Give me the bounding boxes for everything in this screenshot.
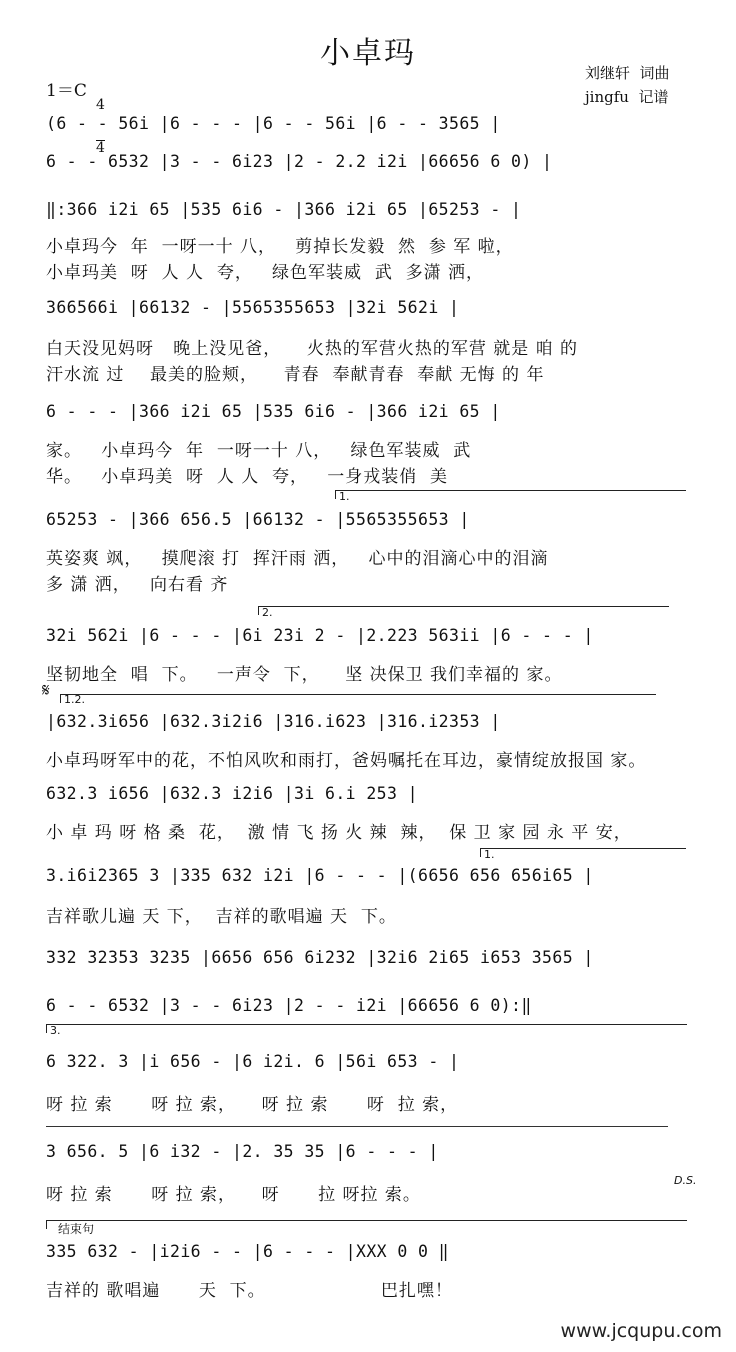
lyric-line: 吉祥的 歌唱遍 天 下。 巴扎嘿！ — [46, 1281, 453, 1301]
lyric-line: 坚韧地全 唱 下。 一声令 下， 坚 决保卫 我们幸福的 家。 — [46, 665, 563, 685]
lyric-line: 小卓玛呀军中的花，不怕风吹和雨打，爸妈嘱托在耳边，豪情绽放报国 家。 — [46, 751, 647, 771]
ending-label: 结束句 — [58, 1222, 95, 1236]
lyric-line: 多 潇 洒， 向右看 齐 — [46, 575, 229, 595]
volta-bracket — [258, 606, 669, 615]
music-line: 332 32353 3235 |6656 656 6i232 |32i6 2i65 i653 3565 | — [46, 948, 594, 967]
credit-composer: 刘继轩 词曲 — [585, 64, 670, 82]
music-line: 6 322. 3 |i 656 - |6 i2i. 6 |56i 653 - | — [46, 1052, 460, 1071]
key-signature: 1＝C — [46, 81, 87, 101]
music-line: 3.i6i2365 3 |335 632 i2i |6 - - - |(6656 656 656i65 | — [46, 866, 594, 885]
volta-2-label: 2. — [262, 606, 273, 619]
music-line: |632.3i656 |632.3i2i6 |316.i623 |316.i2353 | — [46, 712, 501, 731]
phrase-line — [46, 1126, 668, 1127]
volta-bracket — [60, 694, 656, 703]
meter-top: 4 — [96, 97, 105, 113]
lyric-line: 小 卓 玛 呀 格 桑 花， 激 情 飞 扬 火 辣 辣， 保 卫 家 园 永 平 安， — [46, 823, 632, 843]
lyric-line: 小卓玛今 年 一呀一十 八， 剪掉长发毅 然 参 军 啦， — [46, 237, 514, 257]
music-line: 6 - - 6532 |3 - - 6i23 |2 - 2.2 i2i |66656 6 0) | — [46, 152, 553, 171]
lyric-line: 吉祥歌儿遍 天 下， 吉祥的歌唱遍 天 下。 — [46, 907, 397, 927]
volta-1b-label: 1. — [484, 848, 495, 861]
lyric-line: 汗水流 过 最美的脸颊， 青春 奉献青春 奉献 无悔 的 年 — [46, 365, 545, 385]
music-line: 6 - - - |366 i2i 65 |535 6i6 - |366 i2i 65 | — [46, 402, 501, 421]
segno-sign: 𝄋 — [42, 680, 50, 701]
lyric-line: 家。 小卓玛今 年 一呀一十 八， 绿色军装威 武 — [46, 441, 472, 461]
music-line: (6 - - 56i |6 - - - |6 - - 56i |6 - - 3565 | — [46, 114, 501, 133]
music-line: 366566i |66132 - |5565355653 |32i 562i | — [46, 298, 460, 317]
ds-marking: D.S. — [674, 1174, 697, 1187]
music-line: 65253 - |366 656.5 |66132 - |5565355653 | — [46, 510, 470, 529]
music-line: 32i 562i |6 - - - |6i 23i 2 - |2.223 563ii |6 - - - | — [46, 626, 594, 645]
credit-notator: jingfu 记谱 — [585, 88, 669, 106]
lyric-line: 英姿爽 飒， 摸爬滚 打 挥汗雨 洒， 心中的泪滴心中的泪滴 — [46, 549, 549, 569]
music-line: 335 632 - |i2i6 - - |6 - - - |XXX 0 0 ‖ — [46, 1242, 450, 1261]
lyric-line: 白天没见妈呀 晚上没见爸， 火热的军营火热的军营 就是 咱 的 — [46, 339, 579, 359]
lyric-line: 呀 拉 索 呀 拉 索， 呀 拉 索 呀 拉 索， — [46, 1095, 459, 1115]
lyric-line: 小卓玛美 呀 人 人 夸， 绿色军装威 武 多潇 洒， — [46, 263, 485, 283]
volta-bracket — [46, 1024, 687, 1033]
volta-bracket — [480, 848, 686, 857]
music-line: 6 - - 6532 |3 - - 6i23 |2 - - i2i |66656 6 0):‖ — [46, 996, 532, 1015]
music-line: ‖:366 i2i 65 |535 6i6 - |366 i2i 65 |65253 - | — [46, 200, 522, 219]
music-line: 3 656. 5 |6 i32 - |2. 35 35 |6 - - - | — [46, 1142, 439, 1161]
lyric-line: 呀 拉 索 呀 拉 索， 呀 拉 呀拉 索。 — [46, 1185, 421, 1205]
site-watermark: www.jcqupu.com — [560, 1320, 722, 1342]
volta-3-label: 3. — [50, 1024, 61, 1037]
ending-bracket — [46, 1220, 687, 1229]
volta-1-label: 1. — [339, 490, 350, 503]
meter-bottom: 4 — [96, 140, 105, 156]
music-line: 632.3 i656 |632.3 i2i6 |3i 6.i 253 | — [46, 784, 419, 803]
lyric-line: 华。 小卓玛美 呀 人 人 夸， 一身戎装俏 美 — [46, 467, 449, 487]
volta-12-label: 1.2. — [64, 693, 85, 706]
song-title: 小卓玛 — [320, 36, 416, 71]
volta-bracket — [335, 490, 686, 499]
